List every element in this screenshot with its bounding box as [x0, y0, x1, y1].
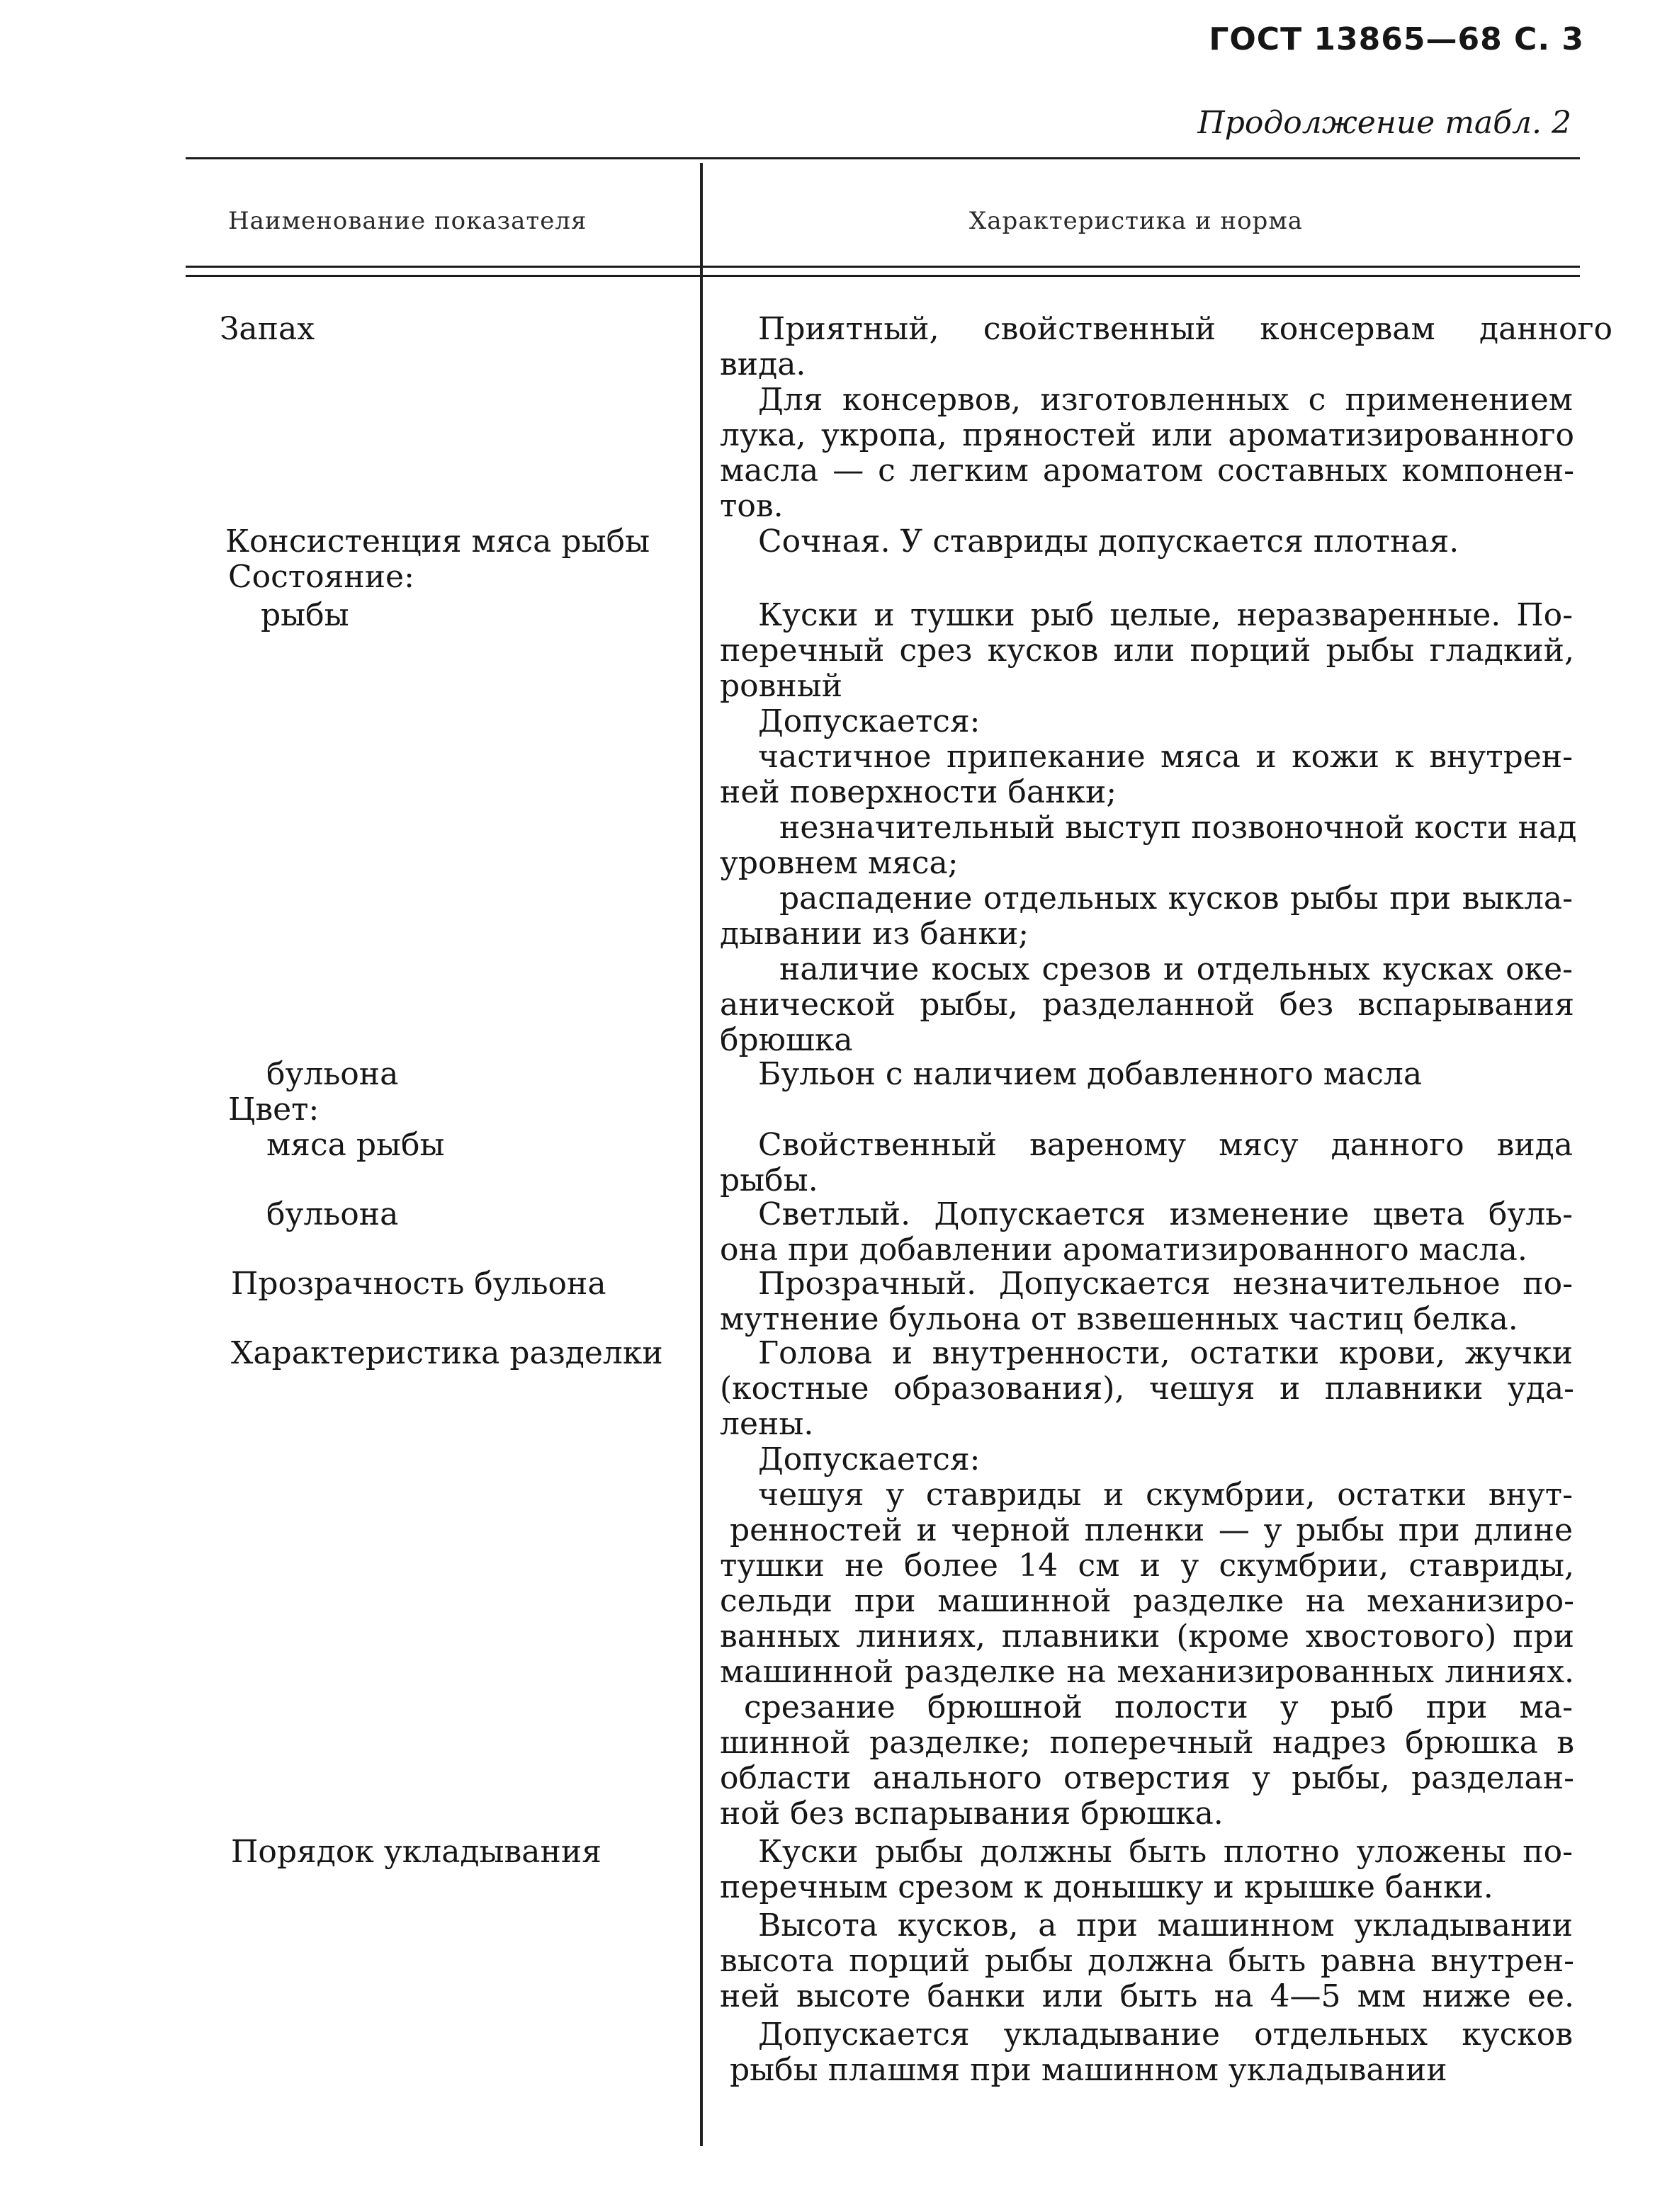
- norm-line: Светлый. Допускается изменение цвета буль-: [758, 1196, 1573, 1232]
- label-packing-order: Порядок укладывания: [231, 1834, 601, 1870]
- label-color: Цвет:: [228, 1091, 320, 1128]
- norm-line: дывании из банки;: [720, 916, 1029, 952]
- norm-line: машинной разделке на механизированных линиях.: [720, 1654, 1574, 1690]
- norm-line: Для консервов, изготовленных с применением: [758, 382, 1573, 418]
- norm-line: анической рыбы, разделанной без вспарывания: [720, 987, 1574, 1023]
- norm-line: ровный: [720, 668, 843, 704]
- norm-line: Прозрачный. Допускается незначительное по-: [758, 1266, 1573, 1302]
- norm-line: масла — с легким ароматом составных компонен-: [720, 453, 1574, 489]
- norm-line: наличие косых срезов и отдельных кусках оке-: [779, 951, 1573, 987]
- header-double-rule-bottom: [186, 275, 1580, 277]
- label-broth-transparency: Прозрачность бульона: [231, 1266, 606, 1302]
- norm-line: Куски рыбы должны быть плотно уложены по-: [758, 1834, 1573, 1870]
- label-condition-fish: рыбы: [261, 597, 349, 633]
- norm-line: тов.: [720, 488, 784, 524]
- norm-line: рыбы плашмя при машинном укладывании: [730, 2052, 1447, 2088]
- header-double-rule-top: [186, 266, 1580, 268]
- norm-line: Бульон с наличием добавленного масла: [758, 1056, 1423, 1092]
- document-code: ГОСТ 13865—68 С. 3: [1209, 21, 1584, 57]
- norm-line: брюшка: [720, 1022, 853, 1058]
- table-continuation-caption: Продолжение табл. 2: [1197, 105, 1571, 141]
- norm-line: чешуя у ставриды и скумбрии, остатки внут-: [758, 1477, 1573, 1513]
- table-top-rule: [186, 157, 1580, 159]
- norm-line: Голова и внутренности, остатки крови, жучки: [758, 1335, 1573, 1371]
- column-header-indicator: Наименование показателя: [228, 207, 587, 235]
- norm-line: Допускается:: [758, 1441, 981, 1477]
- norm-line: ренностей и черной пленки — у рыбы при длине: [730, 1512, 1573, 1548]
- norm-line: срезание брюшной полости у рыб при ма-: [744, 1689, 1573, 1725]
- norm-line: Допускается укладывание отдельных кусков: [758, 2017, 1573, 2053]
- norm-line: Свойственный вареному мясу данного вида: [758, 1127, 1573, 1163]
- norm-line: высота порций рыбы должна быть равна внутрен-: [720, 1943, 1574, 1979]
- norm-line: тушки не более 14 см и у скумбрии, ставриды,: [720, 1548, 1574, 1584]
- norm-line: ванных линиях, плавники (кроме хвостового) при: [720, 1618, 1574, 1655]
- label-condition-broth: бульона: [266, 1056, 399, 1092]
- norm-line: ной без вспарывания брюшка.: [720, 1796, 1224, 1832]
- norm-line: Высота кусков, а при машинном укладывании: [758, 1907, 1573, 1944]
- label-cutting: Характеристика разделки: [231, 1335, 663, 1371]
- norm-line: (костные образования), чешуя и плавники уда-: [720, 1371, 1574, 1407]
- norm-line: Куски и тушки рыб целые, неразваренные. По-: [758, 597, 1573, 633]
- norm-line: уровнем мяса;: [720, 845, 959, 881]
- norm-line: вида.: [720, 346, 806, 382]
- norm-line: рыбы.: [720, 1162, 818, 1198]
- norm-line: Приятный, свойственный консервам данного: [758, 311, 1612, 347]
- norm-line: распадение отдельных кусков рыбы при выкла-: [779, 880, 1573, 917]
- norm-line: сельди при машинной разделке на механизиро-: [720, 1583, 1574, 1619]
- norm-line: шинной разделке; поперечный надрез брюшка в: [720, 1725, 1574, 1761]
- norm-line: области анального отверстия у рыбы, разделан-: [720, 1760, 1574, 1796]
- column-header-characteristic: Характеристика и норма: [969, 207, 1304, 235]
- norm-line: лука, укропа, пряностей или ароматизированного: [720, 417, 1574, 453]
- label-color-broth: бульона: [266, 1196, 399, 1232]
- norm-line: частичное припекание мяса и кожи к внутрен-: [758, 739, 1573, 775]
- label-consistency: Консистенция мяса рыбы: [225, 523, 650, 560]
- column-divider: [700, 163, 703, 2146]
- norm-line: ней высоте банки или быть на 4—5 мм ниже ее.: [720, 1978, 1574, 2014]
- norm-line: лены.: [720, 1406, 814, 1442]
- norm-line: Допускается:: [758, 703, 981, 739]
- label-color-fish-meat: мяса рыбы: [266, 1127, 445, 1163]
- label-smell: Запах: [220, 311, 315, 347]
- norm-line: перечным срезом к донышку и крышке банки.: [720, 1869, 1493, 1905]
- norm-line: она при добавлении ароматизированного масла.: [720, 1232, 1527, 1268]
- norm-line: мутнение бульона от взвешенных частиц белка.: [720, 1301, 1518, 1337]
- norm-line: Сочная. У ставриды допускается плотная.: [758, 523, 1459, 560]
- label-condition: Состояние:: [228, 559, 414, 595]
- norm-line: перечный срез кусков или порций рыбы гладкий,: [720, 633, 1574, 669]
- norm-line: ней поверхности банки;: [720, 774, 1117, 810]
- norm-line: незначительный выступ позвоночной кости над: [779, 810, 1577, 846]
